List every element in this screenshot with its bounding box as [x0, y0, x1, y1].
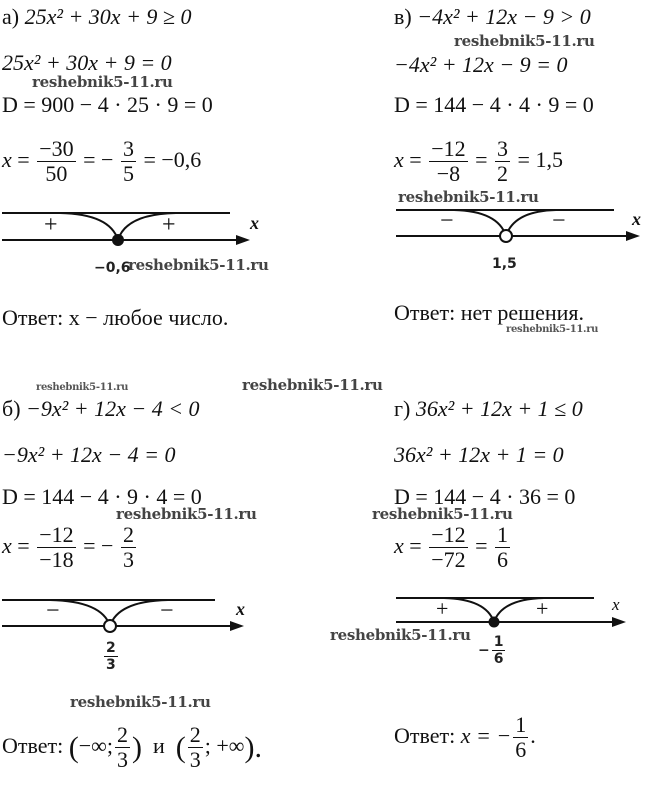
- watermark-7: reshebnik5-11.ru: [242, 376, 383, 394]
- a-sign-left: +: [44, 212, 58, 238]
- g-discriminant: D = 144 − 4 · 36 = 0: [394, 484, 576, 509]
- g-inequality: 36x² + 12x + 1 ≤ 0: [415, 396, 583, 421]
- a-point-label: −0,6: [94, 260, 131, 276]
- a-label-ineq: [2, 4, 191, 30]
- b-label-ineq: [2, 396, 200, 422]
- g-label: г): [394, 396, 411, 421]
- b-discriminant: D = 144 − 4 · 9 · 4 = 0: [2, 484, 202, 509]
- watermark-3: reshebnik5-11.ru: [454, 32, 595, 50]
- a-number-line: [0, 200, 280, 260]
- watermark-6: reshebnik5-11.ru: [36, 382, 129, 393]
- b-fraction-2: $\frac{2}{3}$: [122, 522, 134, 573]
- a-answer: Ответ: x − любое число.: [2, 305, 229, 330]
- v-answer: Ответ: нет решения.: [394, 300, 585, 325]
- v-inequality: −4x² + 12x − 9 > 0: [417, 4, 591, 29]
- watermark-10: reshebnik5-11.ru: [330, 626, 471, 644]
- g-fraction-1: $\frac{-12}{-72}$: [431, 522, 466, 573]
- a-roots: x = $\frac{-30}{50}$ = − $\frac{3}{5}$ = −0,6: [2, 136, 202, 187]
- a-fraction-1: $\frac{-30}{50}$: [39, 136, 74, 187]
- v-label-ineq: [394, 4, 591, 30]
- b-sign-right: −: [160, 598, 174, 624]
- g-axis-var: x: [612, 595, 620, 614]
- g-sign-left: +: [436, 596, 449, 621]
- v-axis-var: x: [632, 209, 641, 229]
- watermark-8: reshebnik5-11.ru: [116, 505, 257, 523]
- a-discriminant: D = 900 − 4 · 25 · 9 = 0: [2, 92, 213, 117]
- a-sign-right: +: [162, 212, 176, 238]
- b-sign-left: −: [46, 598, 60, 624]
- b-answer: Ответ: (−∞; $\frac{2}{3}$ ) и ( $\frac{2}{3}$ ; +∞).: [2, 722, 262, 773]
- g-fraction-2: $\frac{1}{6}$: [497, 522, 509, 573]
- b-equation: −9x² + 12x − 4 = 0: [2, 442, 176, 467]
- g-point-label: − $\frac{1}{6}$: [478, 634, 504, 667]
- watermark-9: reshebnik5-11.ru: [372, 505, 513, 523]
- b-roots: x = $\frac{-12}{-18}$ = − $\frac{2}{3}$: [2, 522, 134, 573]
- v-discriminant: D = 144 − 4 · 4 · 9 = 0: [394, 92, 594, 117]
- a-axis-var: x: [250, 213, 259, 233]
- v-point-label: 1,5: [492, 256, 517, 272]
- b-axis-var: x: [236, 599, 245, 619]
- g-equation: 36x² + 12x + 1 = 0: [394, 442, 564, 467]
- g-sign-right: +: [536, 596, 549, 621]
- v-fraction-2: $\frac{3}{2}$: [497, 136, 509, 187]
- v-sign-left: −: [440, 208, 454, 234]
- v-roots: x = $\frac{-12}{-8}$ = $\frac{3}{2}$ = 1,5: [394, 136, 563, 187]
- b-inequality: −9x² + 12x − 4 < 0: [26, 396, 200, 421]
- a-fraction-2: $\frac{3}{5}$: [122, 136, 134, 187]
- b-label: б): [2, 396, 21, 421]
- b-fraction-1: $\frac{-12}{-18}$: [39, 522, 74, 573]
- v-equation: −4x² + 12x − 9 = 0: [394, 52, 568, 77]
- a-equation: 25x² + 30x + 9 = 0: [2, 50, 172, 75]
- v-number-line: [394, 200, 654, 260]
- v-label: в): [394, 4, 412, 29]
- watermark-5: reshebnik5-11.ru: [506, 324, 599, 335]
- watermark-1: reshebnik5-11.ru: [32, 73, 173, 91]
- watermark-11: reshebnik5-11.ru: [70, 693, 211, 711]
- watermark-2: reshebnik5-11.ru: [128, 256, 269, 274]
- a-label: а): [2, 4, 20, 29]
- g-answer: Ответ: x = − $\frac{1}{6}$ .: [394, 712, 536, 763]
- v-sign-right: −: [552, 208, 566, 234]
- g-label-ineq: [394, 396, 583, 422]
- b-point-label: $\frac{2}{3}$: [106, 640, 116, 673]
- watermark-4: reshebnik5-11.ru: [398, 188, 539, 206]
- a-inequality: 25x² + 30x + 9 ≥ 0: [24, 4, 192, 29]
- v-fraction-1: $\frac{-12}{-8}$: [431, 136, 466, 187]
- b-number-line: [0, 590, 260, 640]
- g-roots: x = $\frac{-12}{-72}$ = $\frac{1}{6}$: [394, 522, 509, 573]
